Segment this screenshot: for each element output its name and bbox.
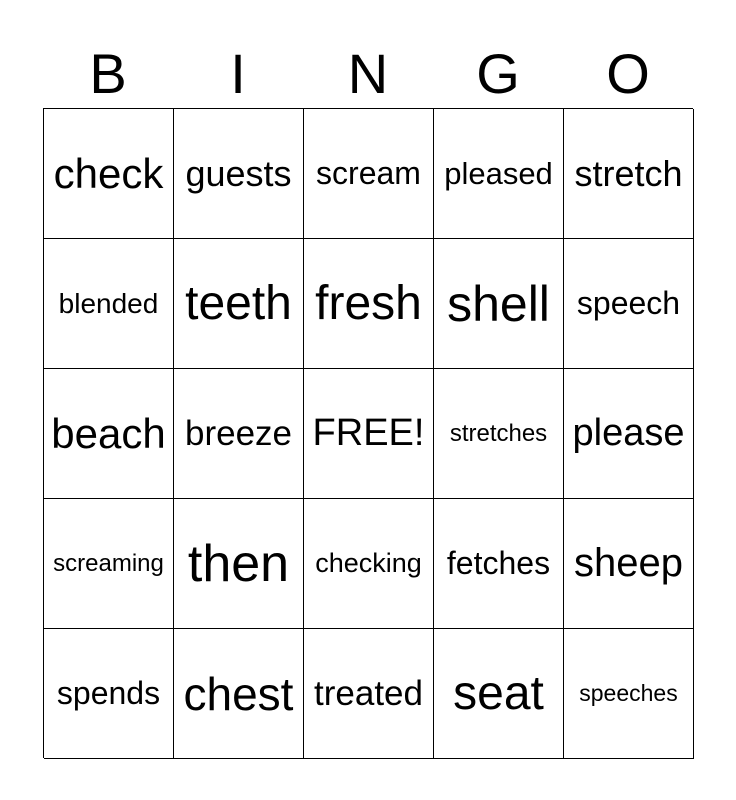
bingo-cell[interactable] <box>564 109 694 239</box>
bingo-cell[interactable] <box>304 499 434 629</box>
bingo-cell[interactable] <box>44 369 174 499</box>
cell-word: stretch <box>574 152 683 194</box>
bingo-cell[interactable] <box>304 239 434 369</box>
bingo-cell[interactable] <box>304 109 434 239</box>
cell-word: seat <box>453 667 544 720</box>
bingo-cell[interactable] <box>44 239 174 369</box>
cell-word: teeth <box>185 277 292 330</box>
bingo-cell[interactable] <box>304 369 434 499</box>
bingo-cell[interactable] <box>564 499 694 629</box>
cell-word: scream <box>316 155 421 191</box>
bingo-cell[interactable] <box>434 499 564 629</box>
cell-word: chest <box>183 667 294 720</box>
bingo-cell[interactable] <box>434 629 564 759</box>
cell-word: beach <box>51 409 166 457</box>
bingo-cell[interactable] <box>174 629 304 759</box>
cell-word: checking <box>315 548 422 578</box>
bingo-cell[interactable] <box>434 109 564 239</box>
cell-word: breeze <box>184 413 293 453</box>
cell-word: please <box>572 412 685 454</box>
cell-word: fresh <box>315 277 422 330</box>
cell-word: pleased <box>444 155 553 191</box>
bingo-cell[interactable] <box>564 629 694 759</box>
header-letter-b: B <box>89 42 127 105</box>
bingo-header <box>43 40 693 108</box>
cell-word: then <box>187 534 290 593</box>
cell-word: check <box>53 149 164 197</box>
bingo-cell[interactable] <box>174 109 304 239</box>
cell-word: spends <box>56 675 161 711</box>
bingo-cell[interactable] <box>434 239 564 369</box>
bingo-cell[interactable] <box>564 369 694 499</box>
cell-word: screaming <box>53 549 164 577</box>
cell-word: treated <box>314 673 423 713</box>
bingo-cell[interactable] <box>174 369 304 499</box>
header-letter-i: I <box>230 42 246 105</box>
cell-word: blended <box>58 287 159 319</box>
bingo-cell[interactable] <box>174 499 304 629</box>
bingo-cell[interactable] <box>44 109 174 239</box>
header-letter-o: O <box>606 42 650 105</box>
cell-word: fetches <box>446 545 551 581</box>
cell-word: sheep <box>574 541 683 585</box>
bingo-board <box>43 108 693 758</box>
cell-word: speech <box>576 285 681 321</box>
cell-word: stretches <box>449 419 548 447</box>
bingo-cell[interactable] <box>44 629 174 759</box>
header-letter-n: N <box>347 42 389 105</box>
bingo-cell[interactable] <box>174 239 304 369</box>
bingo-cell[interactable] <box>434 369 564 499</box>
header-letter-g: G <box>476 42 520 105</box>
bingo-cell[interactable] <box>564 239 694 369</box>
bingo-cell[interactable] <box>44 499 174 629</box>
cell-word: FREE! <box>312 412 425 454</box>
cell-word: guests <box>185 152 292 194</box>
cell-word: speeches <box>579 680 678 706</box>
bingo-cell[interactable] <box>304 629 434 759</box>
cell-word: shell <box>447 275 550 332</box>
